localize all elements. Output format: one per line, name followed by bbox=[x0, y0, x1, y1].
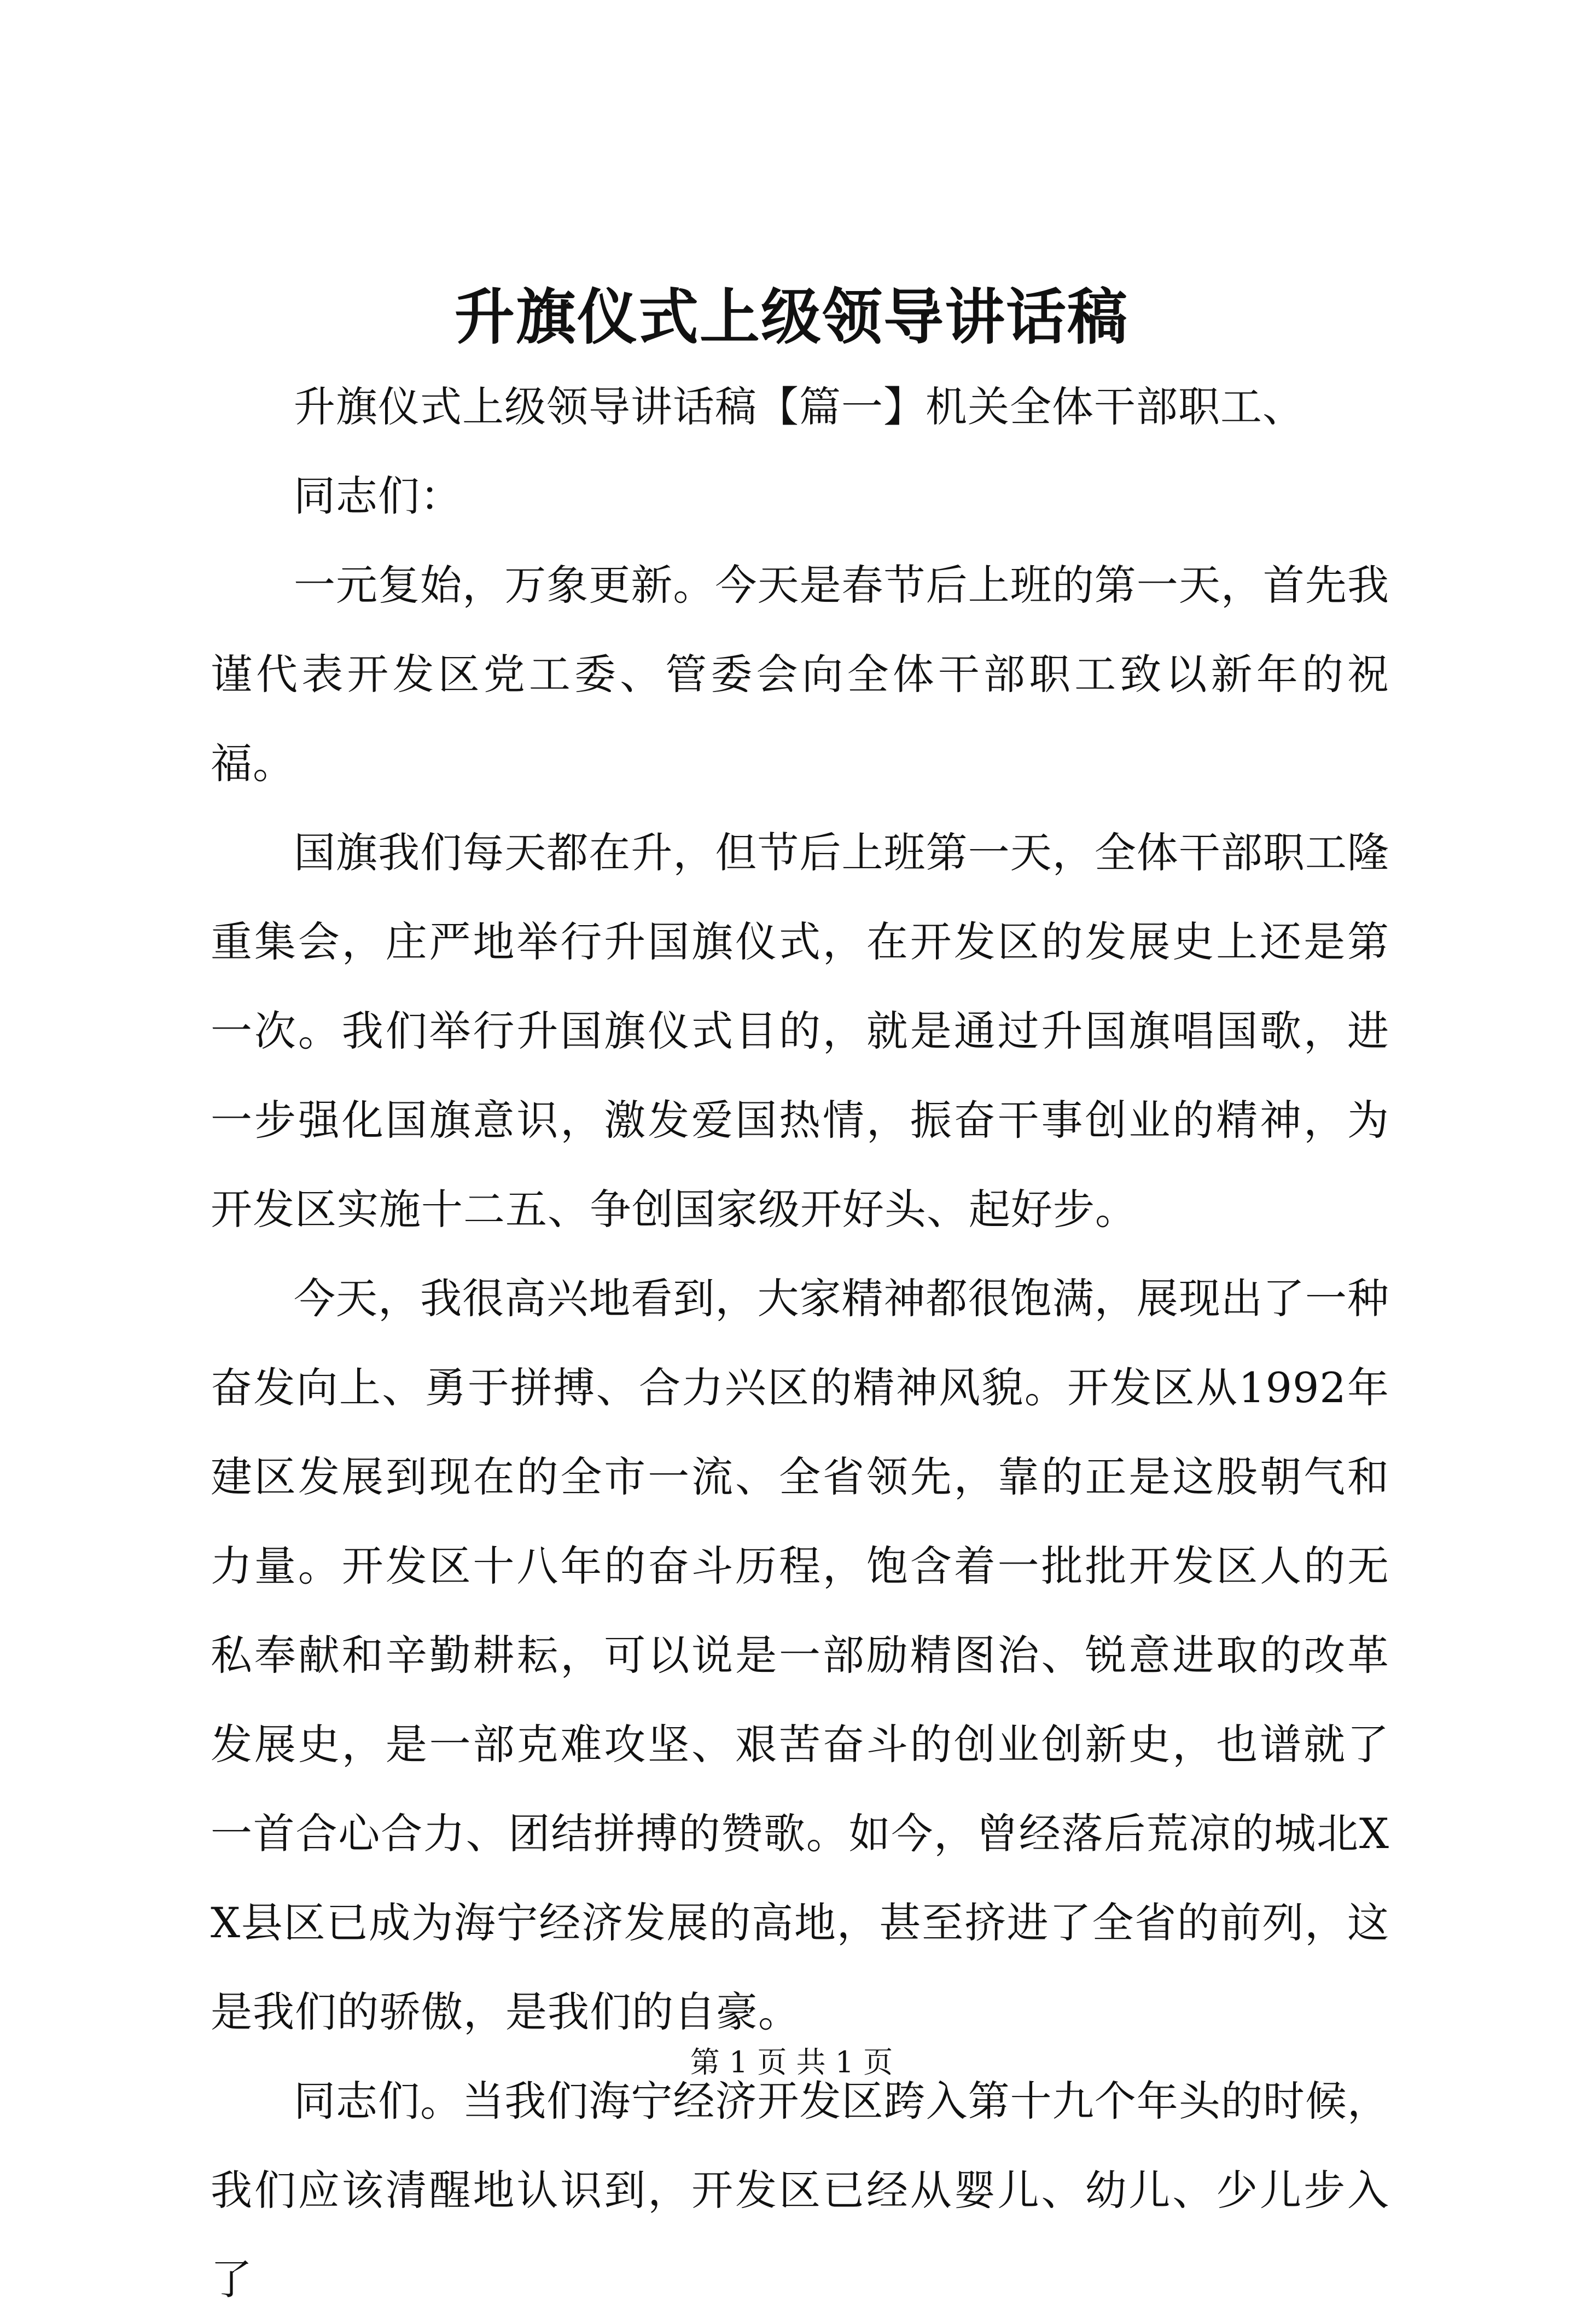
paragraph-6: 同志们。当我们海宁经济开发区跨入第十九个年头的时候，我们应该清醒地认识到，开发区已经从婴儿、幼儿、少儿步入了 bbox=[211, 2077, 1389, 2304]
paragraph-1: 升旗仪式上级领导讲话稿【篇一】机关全体干部职工、 bbox=[294, 382, 1305, 431]
paragraph-5: 今天，我很高兴地看到，大家精神都很饱满，展现出了一种奋发向上、勇于拼搏、合力兴区的精神风貌。开发区从1992年建区发展到现在的全市一流、全省领先，靠的正是这股朝气和力量。开发区十八年的奋斗历程，饱含着一批批开发区人的无私奉献和辛勤耕耘，可以说是一部励精图治、锐意进取的改革发展史，是一部克难攻坚、艰苦奋斗的创业创新史，也谱就了一首合心合力、团结拼搏的赞歌。如今，曾经落后荒凉的城北XX县区已成为海宁经济发展的高地，甚至挤进了全省的前列，这是我们的骄傲，是我们的自豪。 bbox=[211, 1274, 1389, 2036]
page-footer bbox=[0, 2043, 1583, 2082]
paragraph-2: 同志们： bbox=[294, 472, 462, 520]
paragraph-3: 一元复始，万象更新。今天是春节后上班的第一天，首先我谨代表开发区党工委、管委会向全体干部职工致以新年的祝福。 bbox=[211, 561, 1389, 788]
page-number-label: 第 1 页 共 1 页 bbox=[690, 2045, 893, 2079]
paragraph-4: 国旗我们每天都在升，但节后上班第一天，全体干部职工隆重集会，庄严地举行升国旗仪式，在开发区的发展史上还是第一次。我们举行升国旗仪式目的，就是通过升国旗唱国歌，进一步强化国旗意识，激发爱国热情，振奋干事创业的精神，为开发区实施十二五、争创国家级开好头、起好步。 bbox=[211, 828, 1389, 1234]
document-body bbox=[211, 362, 1389, 2324]
document-title: 升旗仪式上级领导讲话稿 bbox=[455, 282, 1128, 352]
